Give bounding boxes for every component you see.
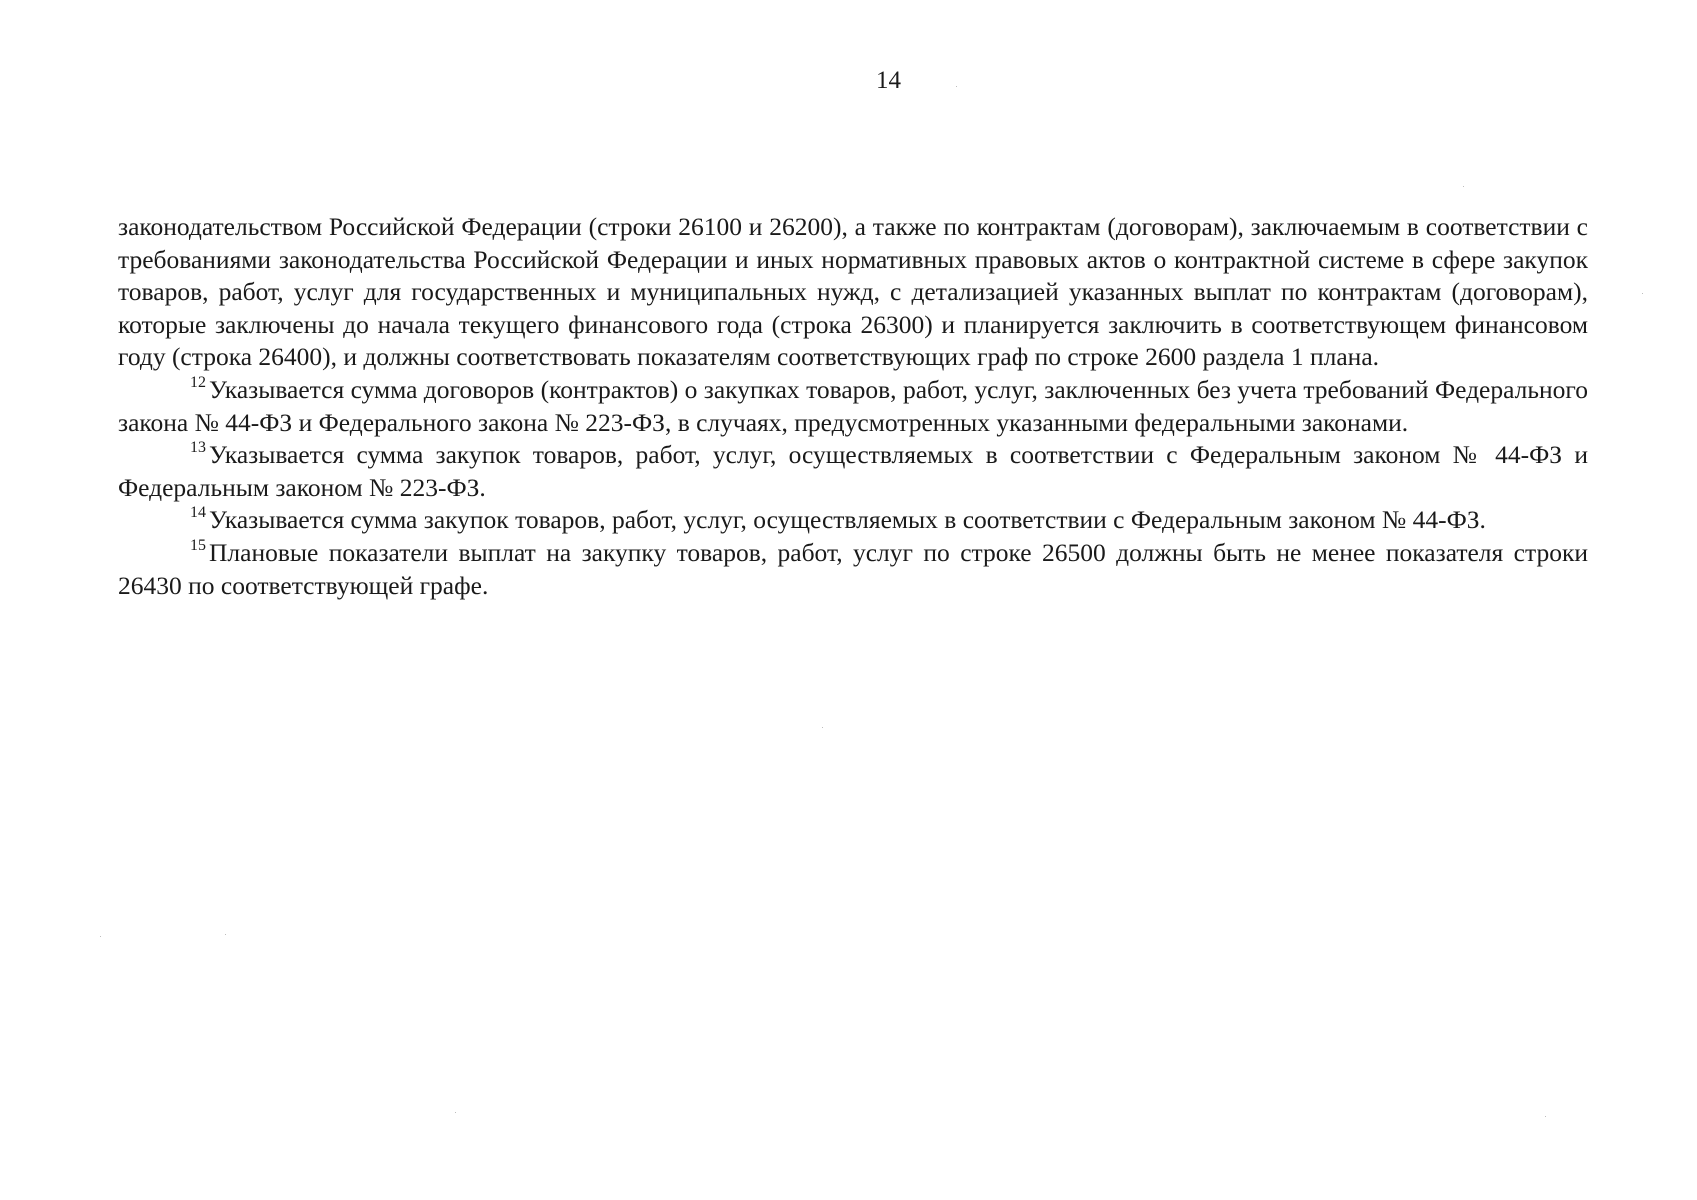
footnote-14	[118, 504, 1588, 537]
scan-speck	[1463, 186, 1464, 187]
continuation-paragraph: законодательством Российской Федерации (строки 26100 и 26200), а также по контрактам (договорам), заключаемым в соответствии с требованиями законодательства Российской Федерации и иных нормативных правовых актов о контрактной системе в сфере закупок товаров, работ, услуг для государственных и муниципальных нужд, с детализацией указанных выплат по контрактам (договорам), которые заключены до начала текущего финансового года (строка 26300) и планируется заключить в соответствующем финансовом году (строка 26400), и должны соответствовать показателям соответствующих граф по строке 2600 раздела 1 плана.	[118, 212, 1588, 372]
footnote-12	[118, 374, 1588, 439]
scan-speck	[822, 727, 823, 728]
scan-speck	[100, 936, 101, 937]
footnote-mark: 12	[190, 373, 206, 391]
scan-speck	[1545, 1116, 1546, 1117]
footnote-15	[118, 537, 1588, 602]
footnote-text: Указывается сумма закупок товаров, работ, услуг, осуществляемых в соответствии с Федеральным законом № 44-ФЗ и Федеральным законом № 223-ФЗ.	[118, 440, 1588, 502]
footnote-13	[118, 439, 1588, 504]
scan-speck	[956, 86, 957, 87]
page-body	[118, 211, 1588, 602]
scan-speck	[1642, 293, 1643, 294]
footnote-mark: 14	[190, 504, 206, 522]
page-number: 14	[876, 67, 901, 94]
footnote-mark: 15	[190, 536, 206, 554]
footnote-text: Указывается сумма закупок товаров, работ, услуг, осуществляемых в соответствии с Федеральным законом № 44-ФЗ.	[209, 505, 1486, 535]
footnote-text: Плановые показатели выплат на закупку товаров, работ, услуг по строке 26500 должны быть не менее показателя строки 26430 по соответствующей графе.	[118, 537, 1588, 600]
scan-speck	[225, 934, 226, 935]
scan-speck	[455, 1112, 456, 1113]
footnote-text: Указывается сумма договоров (контрактов) о закупках товаров, работ, услуг, заключенных без учета требований Федерального закона № 44-ФЗ и Федерального закона № 223-ФЗ, в случаях, предусмотренных указанными федеральными законами.	[118, 374, 1588, 437]
footnote-mark: 13	[190, 439, 206, 457]
